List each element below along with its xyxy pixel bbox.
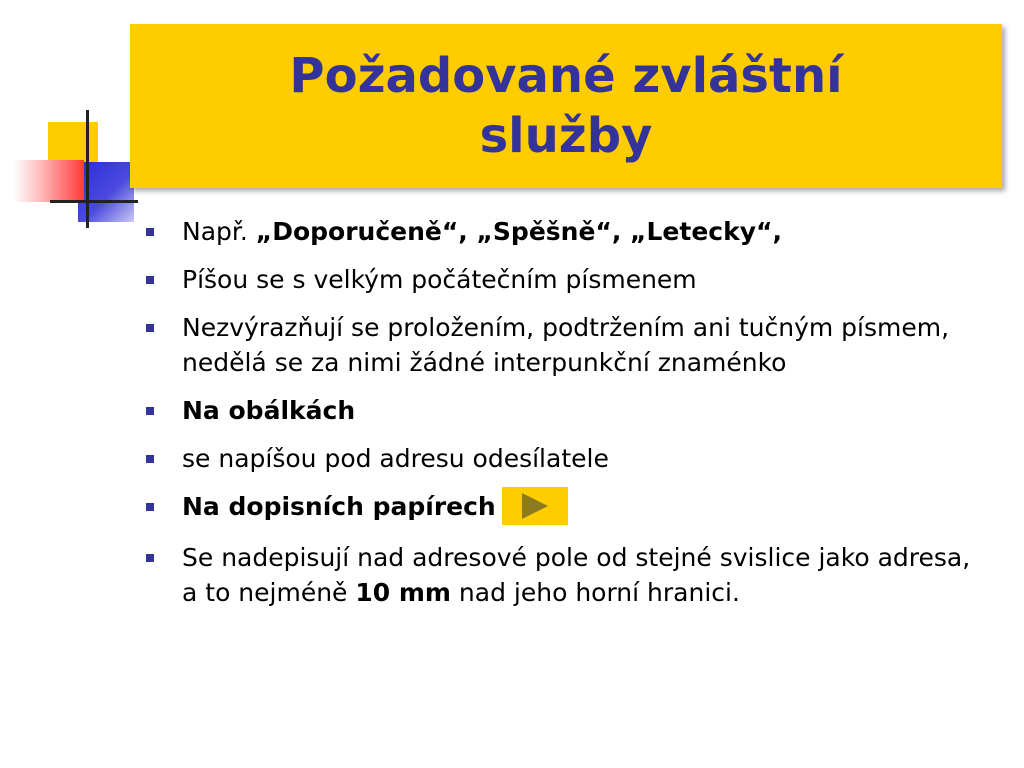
bullet-text: Píšou se s velkým počátečním písmenem bbox=[182, 265, 697, 294]
bullet-text: Např. bbox=[182, 217, 256, 246]
bullet-text: Se nadepisují nad adresové pole od stejné svislice jako adresa, a to nejméně bbox=[182, 543, 971, 607]
bullet-text: 10 mm bbox=[355, 578, 451, 607]
bullet-item bbox=[140, 441, 980, 476]
bullet-text: nad jeho horní hranici. bbox=[450, 578, 740, 607]
bullet-text: Na dopisních papírech bbox=[182, 492, 496, 521]
play-icon bbox=[522, 493, 548, 519]
bullet-text: „Doporučeně“, „Spěšně“, „Letecky“, bbox=[255, 217, 782, 246]
decor-horizontal-line bbox=[50, 200, 138, 203]
bullet-list bbox=[140, 214, 980, 623]
bullet-square-icon bbox=[146, 407, 154, 415]
bullet-square-icon bbox=[146, 503, 154, 511]
bullet-item bbox=[140, 540, 980, 610]
bullet-item bbox=[140, 214, 980, 249]
bullet-item bbox=[140, 393, 980, 428]
bullet-text: Na obálkách bbox=[182, 396, 356, 425]
bullet-square-icon bbox=[146, 455, 154, 463]
bullet-item bbox=[140, 489, 980, 527]
decor-red-square bbox=[14, 160, 84, 202]
bullet-item bbox=[140, 262, 980, 297]
slide-title: Požadované zvláštní služby bbox=[289, 48, 843, 164]
title-box bbox=[130, 24, 1002, 188]
bullet-text: Nezvýrazňují se proložením, podtržením ani tučným písmem, nedělá se za nimi žádné interpunkční znaménko bbox=[182, 313, 950, 377]
bullet-item bbox=[140, 310, 980, 380]
bullet-text: se napíšou pod adresu odesílatele bbox=[182, 444, 609, 473]
bullet-square-icon bbox=[146, 554, 154, 562]
bullet-square-icon bbox=[146, 324, 154, 332]
play-button[interactable] bbox=[502, 487, 568, 525]
bullet-square-icon bbox=[146, 276, 154, 284]
bullet-square-icon bbox=[146, 228, 154, 236]
decor-vertical-line bbox=[86, 110, 89, 228]
